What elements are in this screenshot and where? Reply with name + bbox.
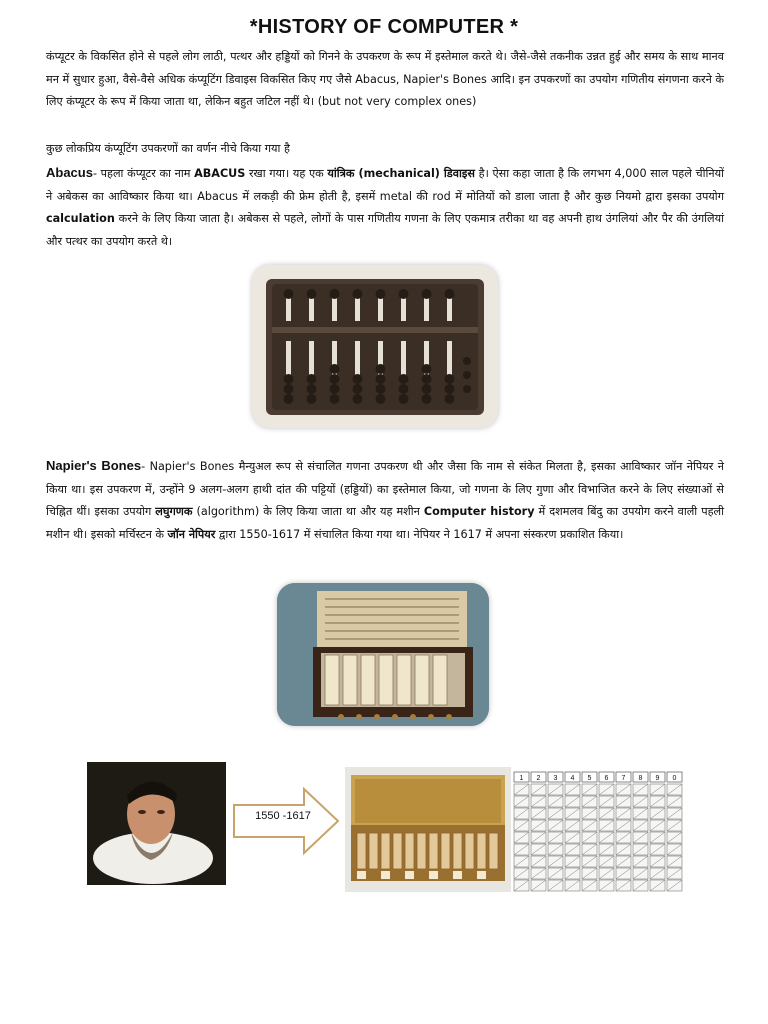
grid-header-digit: 3 — [553, 775, 558, 782]
page-title: *HISTORY OF COMPUTER * — [249, 16, 519, 38]
napier-paragraph — [46, 455, 724, 546]
napier-text-4: द्वारा 1550-1617 में संचालित किया गया था। नेपियर ने 1617 में अपना संस्करण प्रकाशित किया। — [215, 527, 624, 541]
abacus-bold-3: calculation — [46, 212, 115, 225]
abacus-photo — [252, 265, 498, 428]
timeline-arrow — [232, 785, 340, 857]
grid-header-digit: 2 — [536, 775, 541, 782]
abacus-bold-2: यांत्रिक (mechanical) डिवाइस — [327, 167, 475, 180]
intro-subline: कुछ लोकप्रिय कंप्यूटिंग उपकरणों का वर्णन नीचे किया गया है — [46, 142, 290, 155]
abacus-text-4: करने के लिए किया जाता है। अबेकस से पहले, लोगों के पास गणितीय गणना के लिए एकमात्र तरीका था वह अपनी हाथ उंगलियां और पैर की उंगलियां और पत्थर का उपयोग करते थे। — [46, 212, 724, 248]
intro-paragraph: कंप्यूटर के विकसित होने से पहले लोग लाठी, पत्थर और हड्डियों को गिनने के उपकरण के रूप में इस्तेमाल करते थे। जैसे-जैसे तकनीक उन्नत हुई और समय के साथ मानव मन में सुधार हुआ, वैसे-वैसे अधिक कंप्यूटिंग डिवाइस विकसित किए गए जैसे Abacus, Napier's Bones आदि। इन उपकरणों का उपयोग गणितीय संगणना करने के लिए कंप्यूटर के रूप में किया जाता था, लेकिन बहुत जटिल नहीं थे। (but not very complex ones) — [46, 50, 724, 108]
grid-header-digit: 5 — [587, 775, 592, 782]
grid-header-digit: 8 — [638, 775, 643, 782]
abacus-heading: Abacus — [46, 165, 93, 180]
napier-bold-3: जॉन नेपियर — [167, 527, 216, 541]
napier-text-2: (algorithm) के लिए किया जाता था और यह मशीन — [192, 505, 424, 518]
napier-bold-2: Computer history — [423, 505, 535, 518]
abacus-paragraph — [46, 162, 724, 253]
napiers-rods-photo — [345, 767, 511, 892]
grid-header-digit: 9 — [655, 775, 660, 782]
grid-header-digit: 4 — [570, 775, 575, 782]
abacus-text-3: है। ऐसा कहा जाता है कि लगभग 4,000 साल पहले चीनियों ने अबेकस का आविष्कार किया था। Abacus में लकड़ी की फ्रेम होती है, इसमें metal की rod में मोतियों को डाला जाता है और कुछ नियमो द्वारा इसका उपयोग — [46, 167, 724, 203]
john-napier-portrait — [87, 762, 226, 885]
napiers-bones-box-photo — [277, 583, 489, 726]
napier-heading: Napier's Bones — [46, 458, 142, 473]
abacus-illustration — [252, 265, 498, 428]
grid-header-digit: 0 — [672, 775, 677, 782]
abacus-text-2: रखा गया। यह एक — [245, 167, 328, 180]
grid-header-digit: 6 — [604, 775, 609, 782]
timeline-years: 1550 -1617 — [255, 810, 311, 822]
portrait-illustration — [87, 762, 226, 885]
abacus-text-1: - पहला कंप्यूटर का नाम — [92, 167, 195, 180]
rods-illustration — [345, 767, 511, 892]
abacus-bold-1: ABACUS — [194, 167, 246, 180]
napiers-box-illustration — [277, 583, 489, 726]
napier-text-3: में दशमलव बिंदु का उपयोग करने वाली पहली मशीन थी। इसको मर्चिस्टन के — [46, 505, 724, 541]
napiers-grid-svg — [512, 768, 687, 892]
grid-header-digit: 1 — [519, 775, 524, 782]
napiers-grid-illustration — [512, 768, 687, 892]
napier-bold-1: लघुगणक — [155, 505, 193, 518]
napier-text-1: - Napier's Bones मैन्युअल रूप से संचालित गणना उपकरण थी और जैसा कि नाम से संकेत मिलता है, इसका आविष्कार जॉन नेपियर ने किया था। इस उपकरण में, उन्होंने 9 अलग-अलग हाथी दांत की पट्टियों (हड्डियों) का इस्तेमाल किया, जो गणना के लिए गुणा और विभाजित करने के लिए संख्याओं से चिह्नित थीं। इसका उपयोग — [46, 460, 725, 518]
grid-header-digit: 7 — [621, 775, 626, 782]
